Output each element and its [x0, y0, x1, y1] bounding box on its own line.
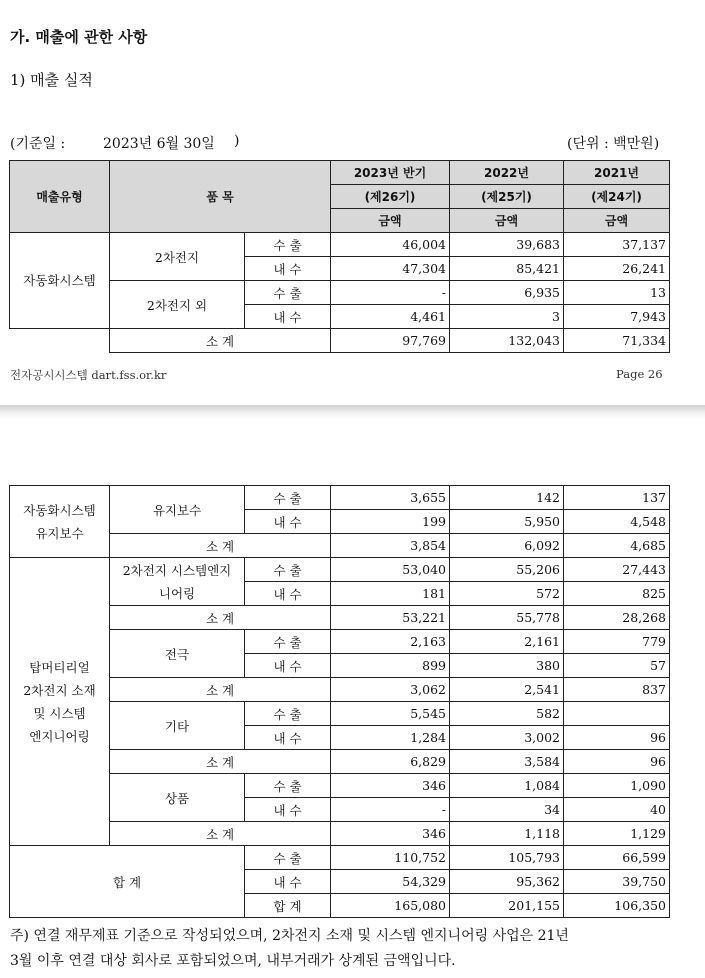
value-cell: 3,062 — [331, 678, 450, 702]
value-cell: 66,599 — [564, 846, 670, 870]
sales-table-page-26 — [9, 160, 670, 353]
value-cell: 5,545 — [331, 702, 450, 726]
value-cell: 6,829 — [331, 750, 450, 774]
item-cell: 기타 — [110, 702, 245, 750]
item-cell: 유지보수 — [110, 486, 245, 534]
sales-type-cell: 내 수 — [245, 510, 331, 534]
value-cell: 96 — [564, 750, 670, 774]
value-cell: 1,284 — [331, 726, 450, 750]
value-cell: 71,334 — [564, 329, 670, 353]
sales-type-cell: 내 수 — [245, 305, 331, 329]
value-cell: 165,080 — [331, 894, 450, 918]
sales-type-cell: 수 출 — [245, 630, 331, 654]
value-cell: 4,548 — [564, 510, 670, 534]
value-cell: 572 — [450, 582, 564, 606]
subtotal-label: 소 계 — [110, 534, 331, 558]
value-cell: 201,155 — [450, 894, 564, 918]
value-cell: 55,778 — [450, 606, 564, 630]
category-line: 탑머티리얼 — [29, 659, 90, 675]
value-cell: 3,655 — [331, 486, 450, 510]
value-cell: 4,461 — [331, 305, 450, 329]
value-cell: 57 — [564, 654, 670, 678]
value-cell: 346 — [331, 774, 450, 798]
value-cell: 346 — [331, 822, 450, 846]
subtotal-label: 소 계 — [110, 678, 331, 702]
value-cell: 3,584 — [450, 750, 564, 774]
value-cell: 110,752 — [331, 846, 450, 870]
value-cell: 1,118 — [450, 822, 564, 846]
value-cell: 837 — [564, 678, 670, 702]
sales-type-cell: 수 출 — [245, 281, 331, 305]
item-cell — [110, 558, 245, 606]
item-cell: 전극 — [110, 630, 245, 678]
header-item: 품 목 — [110, 161, 331, 233]
base-date-close: ) — [234, 133, 240, 149]
category-line: 엔지니어링 — [29, 728, 90, 744]
value-cell: 825 — [564, 582, 670, 606]
value-cell: - — [331, 798, 450, 822]
value-cell: 6,092 — [450, 534, 564, 558]
sales-type-cell: 수 출 — [245, 558, 331, 582]
footer-source: 전자공시시스템 dart.fss.or.kr — [10, 368, 167, 382]
section-title: 가. 매출에 관한 사항 — [10, 28, 148, 46]
category-line: 및 시스템 — [33, 705, 86, 721]
header-amount: 금액 — [331, 209, 450, 233]
sales-type-cell: 내 수 — [245, 257, 331, 281]
value-cell: 95,362 — [450, 870, 564, 894]
value-cell: 106,350 — [564, 894, 670, 918]
category-cell — [10, 558, 110, 846]
subtotal-label: 소 계 — [110, 606, 331, 630]
value-cell: 1,129 — [564, 822, 670, 846]
subtotal-row — [10, 329, 670, 353]
sales-type-cell: 합 계 — [245, 894, 331, 918]
subsection-title: 1) 매출 실적 — [10, 71, 93, 89]
item-line: 니어링 — [158, 585, 196, 601]
value-cell: 3 — [450, 305, 564, 329]
value-cell: 137 — [564, 486, 670, 510]
value-cell: 7,943 — [564, 305, 670, 329]
header-period-year: 2022년 — [450, 161, 564, 185]
value-cell: 132,043 — [450, 329, 564, 353]
total-label: 합 계 — [10, 846, 245, 918]
value-cell: 899 — [331, 654, 450, 678]
value-cell: 53,040 — [331, 558, 450, 582]
table-row — [10, 558, 670, 582]
item-cell: 2차전지 외 — [110, 281, 245, 329]
value-cell: 2,163 — [331, 630, 450, 654]
category-line: 2차전지 소재 — [23, 682, 96, 698]
value-cell: 39,683 — [450, 233, 564, 257]
footnote — [10, 924, 569, 974]
value-cell — [564, 702, 670, 726]
header-amount: 금액 — [564, 209, 670, 233]
value-cell: 1,084 — [450, 774, 564, 798]
value-cell: 27,443 — [564, 558, 670, 582]
value-cell: 53,221 — [331, 606, 450, 630]
subtotal-label: 소 계 — [110, 822, 331, 846]
value-cell: 1,090 — [564, 774, 670, 798]
value-cell: 34 — [450, 798, 564, 822]
sales-type-cell: 수 출 — [245, 233, 331, 257]
value-cell: 97,769 — [331, 329, 450, 353]
value-cell: 2,541 — [450, 678, 564, 702]
value-cell: - — [331, 281, 450, 305]
footer-page-number: Page 26 — [616, 367, 663, 381]
sales-table-page-27 — [9, 485, 670, 918]
value-cell: 26,241 — [564, 257, 670, 281]
value-cell: 6,935 — [450, 281, 564, 305]
value-cell: 4,685 — [564, 534, 670, 558]
footnote-line: 주) 연결 재무제표 기준으로 작성되었으며, 2차전지 소재 및 시스템 엔지니어링 사업은 21년 — [10, 928, 569, 944]
value-cell: 582 — [450, 702, 564, 726]
value-cell: 28,268 — [564, 606, 670, 630]
sales-type-cell: 내 수 — [245, 798, 331, 822]
value-cell: 181 — [331, 582, 450, 606]
sales-type-cell: 내 수 — [245, 582, 331, 606]
base-date-value: 2023년 6월 30일 — [103, 136, 215, 152]
header-period-term: (제26기) — [331, 185, 450, 209]
unit-label: (단위 : 백만원) — [567, 136, 660, 152]
sales-type-cell: 수 출 — [245, 774, 331, 798]
base-date-label: (기준일 : — [10, 136, 66, 152]
category-cell: 자동화시스템 — [10, 233, 110, 329]
value-cell: 47,304 — [331, 257, 450, 281]
header-amount: 금액 — [450, 209, 564, 233]
table-row — [10, 486, 670, 510]
category-line: 유지보수 — [35, 525, 84, 541]
value-cell: 46,004 — [331, 233, 450, 257]
value-cell: 105,793 — [450, 846, 564, 870]
value-cell: 779 — [564, 630, 670, 654]
value-cell: 2,161 — [450, 630, 564, 654]
sales-type-cell: 내 수 — [245, 870, 331, 894]
item-cell: 2차전지 — [110, 233, 245, 281]
value-cell: 96 — [564, 726, 670, 750]
sales-type-cell: 수 출 — [245, 486, 331, 510]
subtotal-label: 소 계 — [110, 329, 331, 353]
value-cell: 40 — [564, 798, 670, 822]
table-row — [10, 233, 670, 257]
sales-type-cell: 수 출 — [245, 702, 331, 726]
value-cell: 37,137 — [564, 233, 670, 257]
value-cell: 3,854 — [331, 534, 450, 558]
value-cell: 13 — [564, 281, 670, 305]
header-period-term: (제24기) — [564, 185, 670, 209]
sales-type-cell: 내 수 — [245, 726, 331, 750]
item-line: 2차전지 시스템엔지 — [122, 562, 232, 578]
blank-cell — [10, 329, 110, 353]
value-cell: 199 — [331, 510, 450, 534]
value-cell: 380 — [450, 654, 564, 678]
category-line: 자동화시스템 — [23, 502, 96, 518]
header-period-year: 2023년 반기 — [331, 161, 450, 185]
value-cell: 55,206 — [450, 558, 564, 582]
footnote-line: 3월 이후 연결 대상 회사로 포함되었으며, 내부거래가 상계된 금액입니다. — [10, 953, 456, 969]
header-period-term: (제25기) — [450, 185, 564, 209]
sales-type-cell: 수 출 — [245, 846, 331, 870]
item-cell: 상품 — [110, 774, 245, 822]
header-sales-type: 매출유형 — [10, 161, 110, 233]
value-cell: 5,950 — [450, 510, 564, 534]
sales-type-cell: 내 수 — [245, 654, 331, 678]
value-cell: 39,750 — [564, 870, 670, 894]
value-cell: 85,421 — [450, 257, 564, 281]
header-period-year: 2021년 — [564, 161, 670, 185]
page-divider — [0, 405, 705, 419]
category-cell — [10, 486, 110, 558]
subtotal-label: 소 계 — [110, 750, 331, 774]
value-cell: 54,329 — [331, 870, 450, 894]
total-row — [10, 846, 670, 870]
value-cell: 3,002 — [450, 726, 564, 750]
value-cell: 142 — [450, 486, 564, 510]
